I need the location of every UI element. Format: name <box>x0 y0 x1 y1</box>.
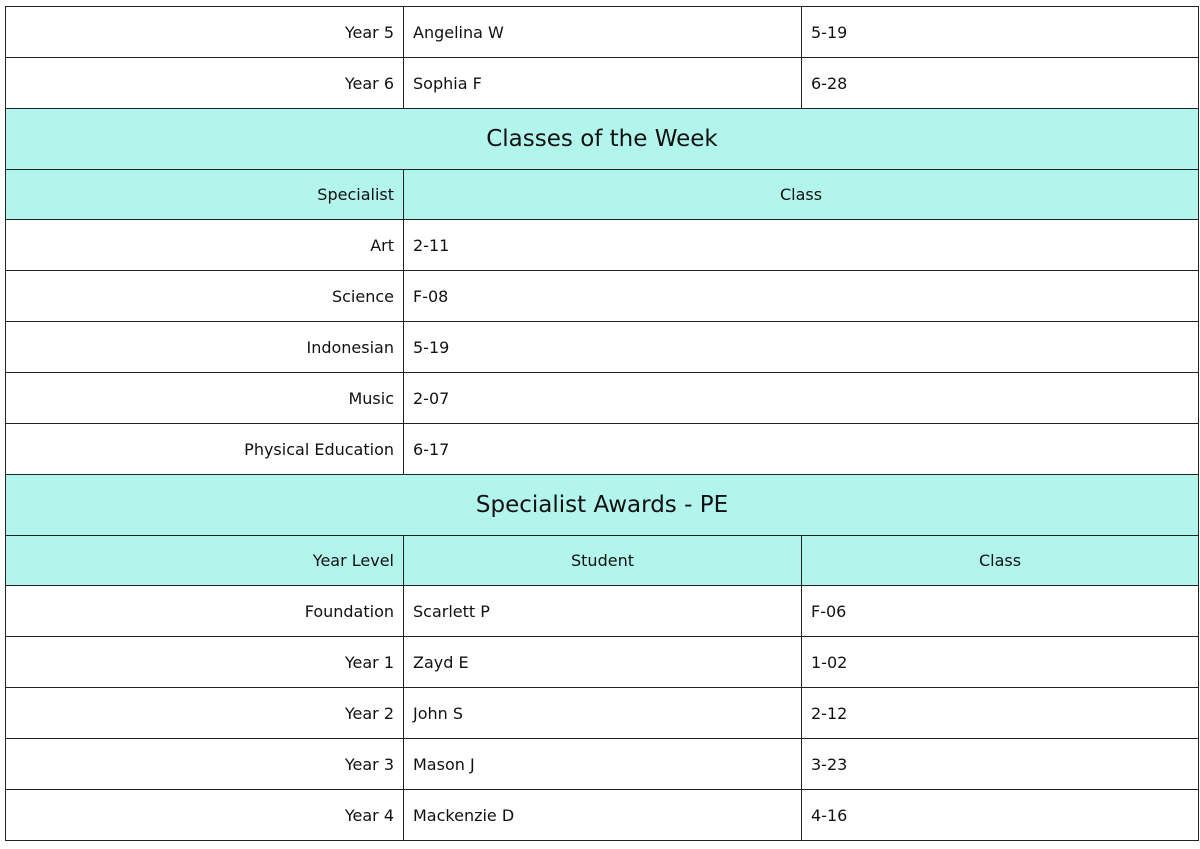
column-header-row <box>6 536 1199 586</box>
awards-table <box>5 6 1199 841</box>
table-row <box>6 220 1199 271</box>
class-cell: 3-23 <box>802 739 1199 790</box>
table-row <box>6 7 1199 58</box>
column-header-student: Student <box>404 536 802 586</box>
class-cell: 5-19 <box>404 322 1199 373</box>
student-cell: Angelina W <box>404 7 802 58</box>
section-header-classes-of-week <box>6 109 1199 170</box>
specialist-cell: Art <box>6 220 404 271</box>
class-cell: 2-12 <box>802 688 1199 739</box>
class-cell: 1-02 <box>802 637 1199 688</box>
table-row <box>6 322 1199 373</box>
column-header-year-level: Year Level <box>6 536 404 586</box>
class-cell: 6-28 <box>802 58 1199 109</box>
section-header-specialist-awards <box>6 475 1199 536</box>
specialist-cell: Music <box>6 373 404 424</box>
class-cell: 5-19 <box>802 7 1199 58</box>
year-level-cell: Year 2 <box>6 688 404 739</box>
student-cell: Zayd E <box>404 637 802 688</box>
year-level-cell: Year 3 <box>6 739 404 790</box>
year-level-cell: Year 1 <box>6 637 404 688</box>
specialist-cell: Science <box>6 271 404 322</box>
class-cell: F-06 <box>802 586 1199 637</box>
table-row <box>6 424 1199 475</box>
table-row <box>6 688 1199 739</box>
year-level-cell: Year 5 <box>6 7 404 58</box>
table-row <box>6 637 1199 688</box>
table-row <box>6 271 1199 322</box>
student-cell: John S <box>404 688 802 739</box>
year-level-cell: Year 4 <box>6 790 404 841</box>
section-title: Classes of the Week <box>6 109 1199 170</box>
column-header-row <box>6 170 1199 220</box>
student-cell: Mason J <box>404 739 802 790</box>
student-cell: Scarlett P <box>404 586 802 637</box>
student-cell: Sophia F <box>404 58 802 109</box>
section-title: Specialist Awards - PE <box>6 475 1199 536</box>
table-row <box>6 790 1199 841</box>
class-cell: 2-11 <box>404 220 1199 271</box>
class-cell: F-08 <box>404 271 1199 322</box>
student-cell: Mackenzie D <box>404 790 802 841</box>
class-cell: 6-17 <box>404 424 1199 475</box>
column-header-class: Class <box>404 170 1199 220</box>
class-cell: 4-16 <box>802 790 1199 841</box>
column-header-specialist: Specialist <box>6 170 404 220</box>
table-row <box>6 586 1199 637</box>
year-level-cell: Foundation <box>6 586 404 637</box>
column-header-class: Class <box>802 536 1199 586</box>
table-row <box>6 739 1199 790</box>
table-row <box>6 373 1199 424</box>
class-cell: 2-07 <box>404 373 1199 424</box>
specialist-cell: Physical Education <box>6 424 404 475</box>
year-level-cell: Year 6 <box>6 58 404 109</box>
table-row <box>6 58 1199 109</box>
specialist-cell: Indonesian <box>6 322 404 373</box>
